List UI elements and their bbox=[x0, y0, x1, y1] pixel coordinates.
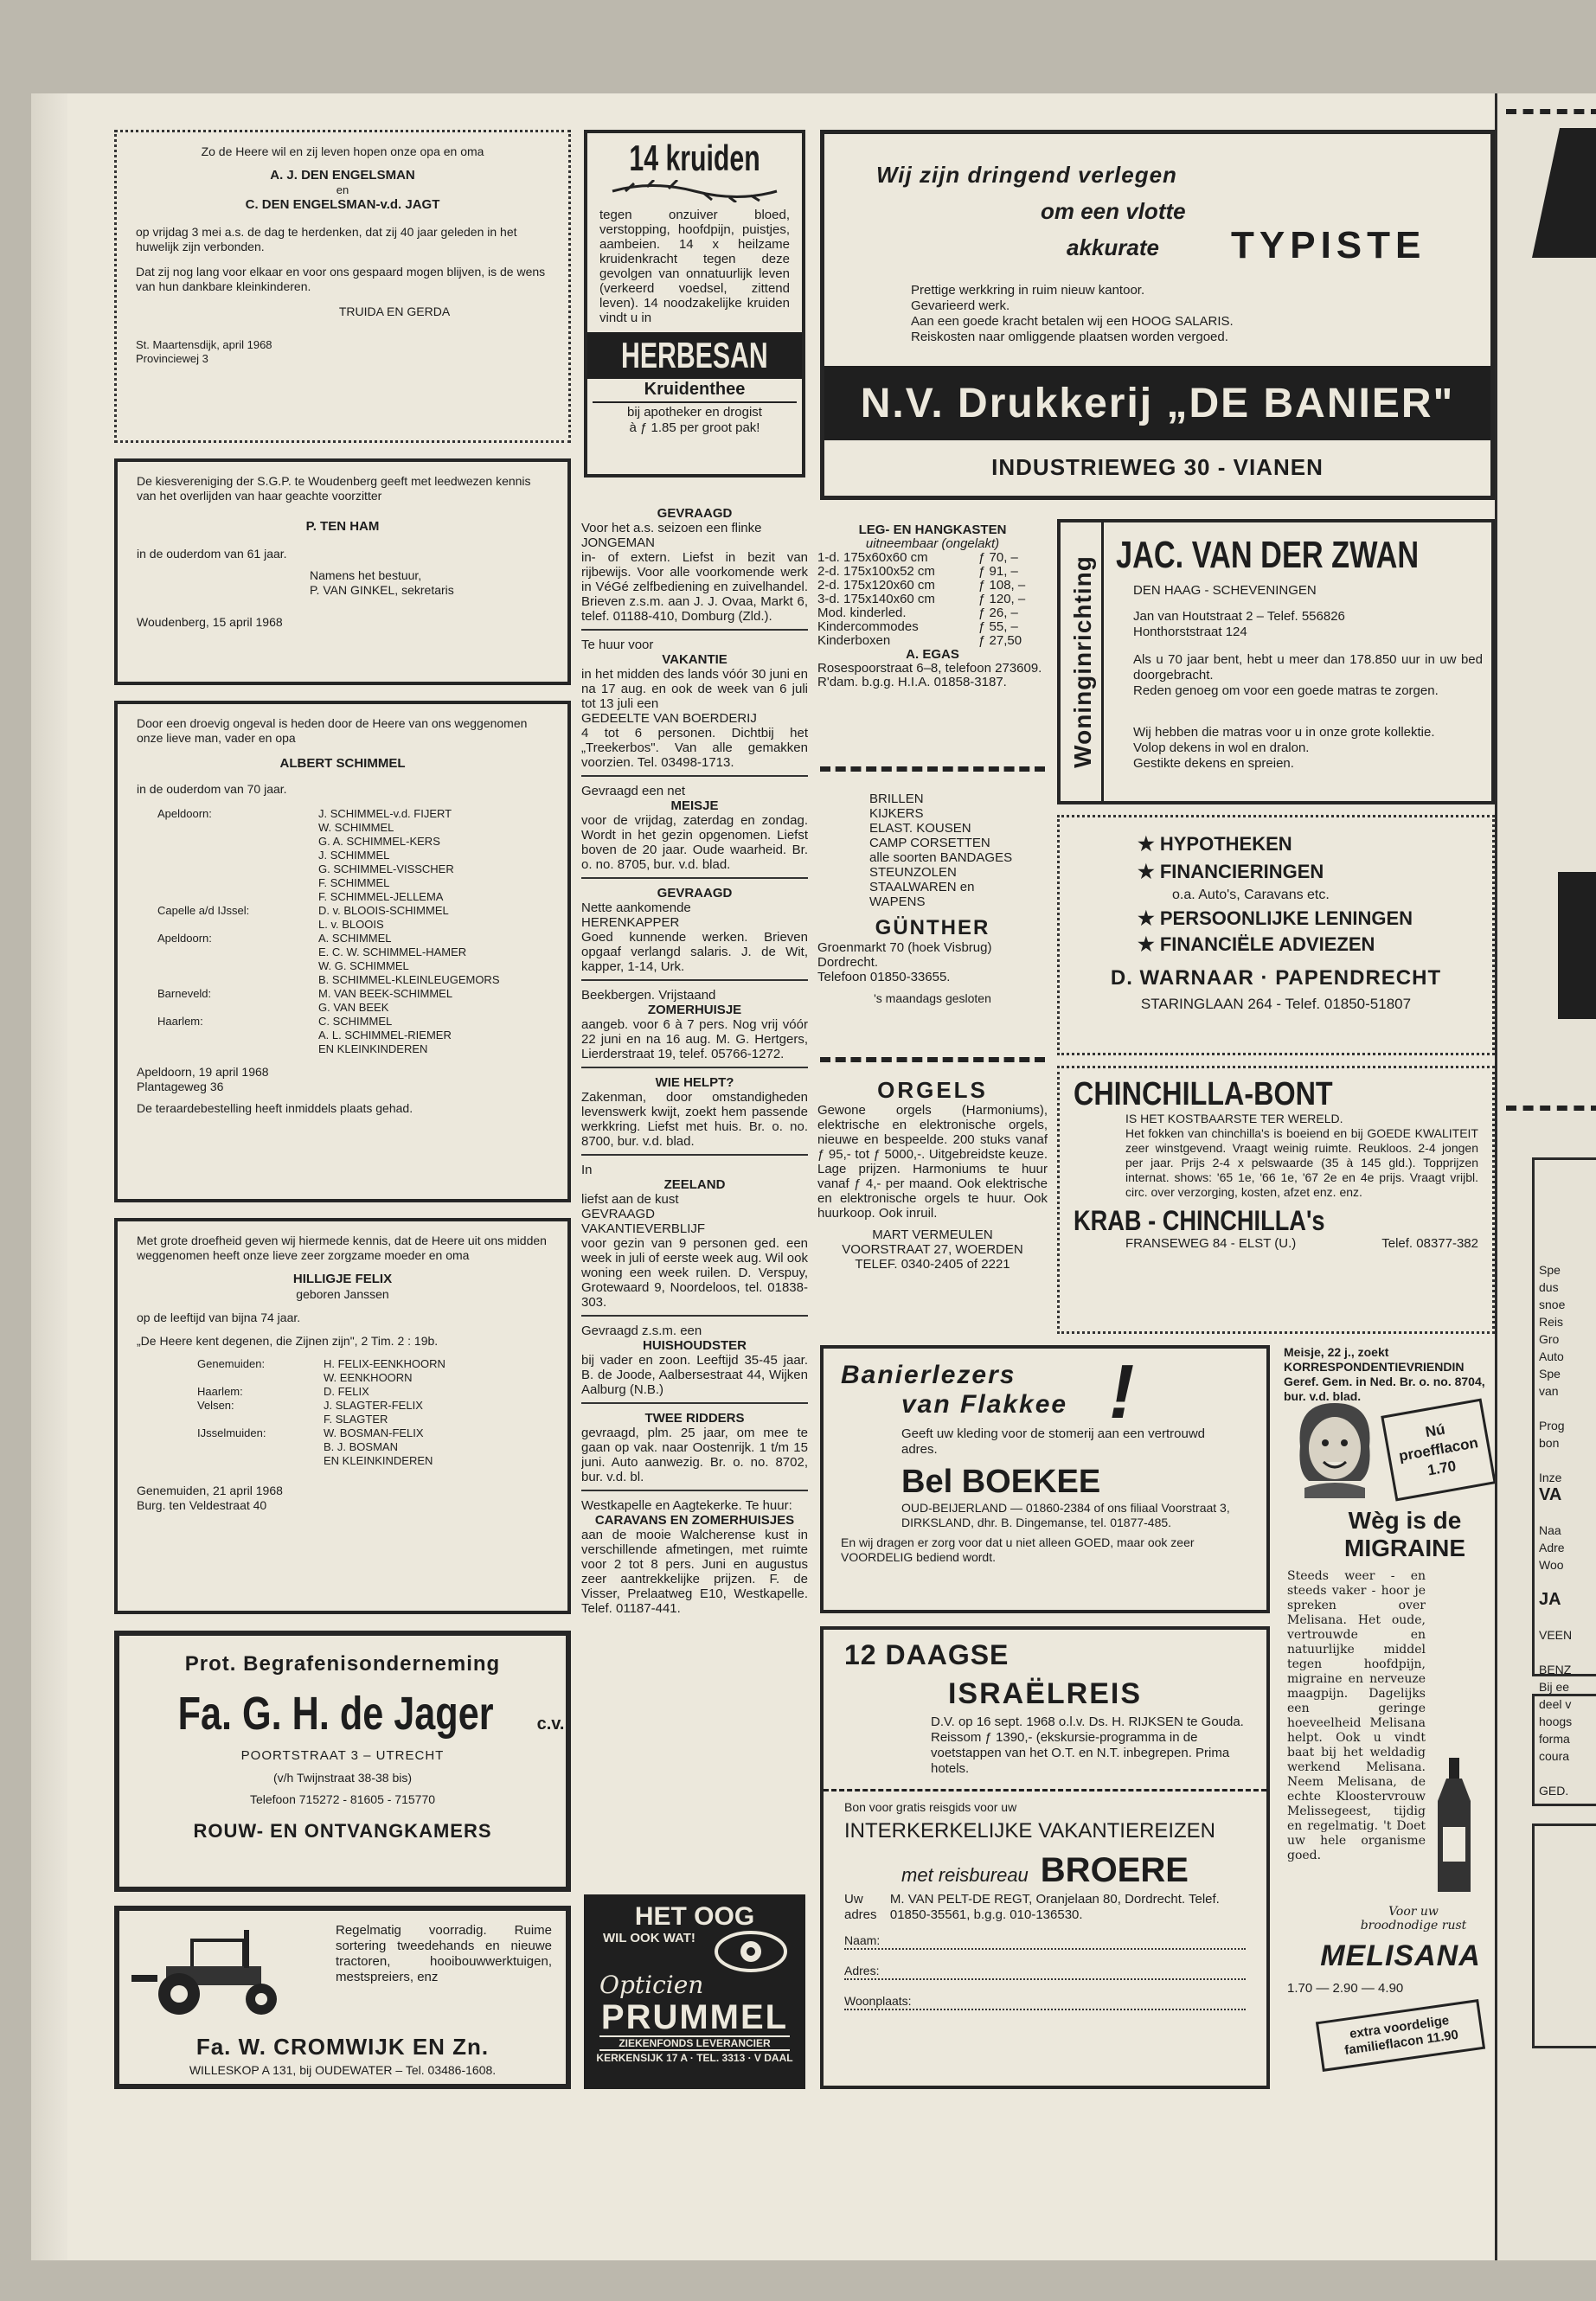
list-item: alle soorten BANDAGES bbox=[869, 850, 1013, 865]
notice-text: geboren Janssen bbox=[296, 1287, 389, 1301]
ad-details: Prettige werkkring in ruim nieuw kantoor. Gevarieerd werk. Aan een goede kracht betalen wij een HOOG SALARIS. Reiskosten naar omliggende plaatsen worden vergoed. bbox=[911, 283, 1234, 344]
coupon-address: Uw adres M. VAN PELT-DE REGT, Oranjelaan 80, Dordrecht. Telef. 01850-35561, b.g.g. 010-136530. bbox=[844, 1892, 1220, 1922]
address-field[interactable]: Adres: bbox=[844, 1964, 1246, 1980]
table-cell: ƒ 55, – bbox=[978, 619, 1018, 634]
melisana-ad bbox=[1284, 1394, 1495, 2086]
ad-text: D.V. op 16 sept. 1968 o.l.v. Ds. H. RIJKSEN te Gouda. Reissom ƒ 1390,- (ekskursie-programma in de voetstappen van het O.T. en N.T. inbegrepen. Prima hotels. bbox=[931, 1715, 1244, 1776]
ad-city: DEN HAAG - SCHEVENINGEN bbox=[1133, 583, 1317, 598]
ad-headline: van Flakkee bbox=[901, 1390, 1068, 1419]
city-field[interactable]: Woonplaats: bbox=[844, 1994, 1246, 2010]
notice-footer: St. Maartensdijk, april 1968 Provinciewej 3 bbox=[136, 338, 272, 365]
table-cell: ƒ 70, – bbox=[978, 550, 1018, 565]
ad-tagline: ROUW- EN ONTVANGKAMERS bbox=[193, 1820, 492, 1842]
egas-cupboards-ad bbox=[817, 523, 1048, 740]
coupon-brand: met reisbureau BROERE bbox=[901, 1851, 1189, 1889]
ad-address: Groenmarkt 70 (hoek Visbrug) Dordrecht. Telefoon 01850-33655. bbox=[817, 940, 992, 984]
ad-title: Wèg is de MIGRAINE bbox=[1344, 1507, 1465, 1561]
ad-title: 14 kruiden bbox=[629, 138, 760, 178]
ad-headline: om een vlotte bbox=[1041, 198, 1186, 224]
ad-text: Steeds weer - en steeds vaker - hoor je spreken over Melisana. Het oude, vertrouwde en natuurlijke middel tegen hoofdpijn, migraine en nerveuze maagpijn. Dagelijks een geringe hoeveelheid Melisana helpt. Ook u vindt baat bij het weldadig werkend Melisana. Neem Melisana, de echte Kloostervrouw Melissegeest, tijdig en regelmatig. 't Doet uw hele organisme goed. bbox=[1287, 1569, 1426, 1862]
table-cell: ƒ 120, – bbox=[978, 592, 1026, 606]
eye-icon bbox=[712, 1926, 790, 1977]
notice-text: in de ouderdom van 61 jaar. bbox=[137, 547, 287, 561]
ad-banner: N.V. Drukkerij „DE BANIER" bbox=[824, 366, 1490, 440]
classified-ad: In ZEELAND liefst aan de kust GEVRAAGD VAKANTIEVERBLIJF voor gezin van 9 personen ged. een week in juli of eerste week aug. Wil ook woning een week ruilen. D. Verspuy, Grotewaard 9, Noordeloos, tel. 01838-303. bbox=[581, 1156, 808, 1317]
table-cell: Mod. kinderled. bbox=[817, 606, 907, 620]
ad-address: WILLESKOP A 131, bij OUDEWATER – Tel. 03486-1608. bbox=[189, 2063, 497, 2077]
ad-title: TYPISTE bbox=[1231, 224, 1426, 266]
ad-note: ZIEKENFONDS LEVERANCIER bbox=[599, 2035, 790, 2051]
ad-title: LEG- EN HANGKASTEN bbox=[858, 523, 1007, 537]
chinchilla-ad bbox=[1057, 1066, 1495, 1334]
herb-illustration-icon bbox=[608, 180, 781, 202]
notice-line: Zo de Heere wil en zij leven hopen onze opa en oma bbox=[201, 144, 484, 158]
notice-note: De teraardebestelling heeft inmiddels plaats gehad. bbox=[137, 1101, 413, 1115]
service-item: ★ HYPOTHEKEN bbox=[1138, 833, 1292, 855]
ad-sub: IS HET KOSTBAARSTE TER WERELD. bbox=[1125, 1112, 1343, 1125]
classified-ad: GEVRAAGD Nette aankomende HERENKAPPER Goed kunnende werken. Brieven opgaaf verlangd salaris. J. de Wit, kapper, 1-14, Urk. bbox=[581, 879, 808, 981]
ad-title: GÜNTHER bbox=[875, 916, 990, 939]
edge-text: Spe dus snoe Reis Gro Auto Spe van Prog bon Inze VA Naa Adre Woo JA VEEN BENZ Bij ee deel v hoogs forma coura GED. bbox=[1539, 1263, 1573, 1798]
table-cell: ƒ 91, – bbox=[978, 564, 1018, 579]
ad-script: Opticien bbox=[599, 1971, 704, 1999]
ad-text: Wij hebben die matras voor u in onze grote kollektie. Volop dekens in wol en dralon. Gestikte dekens en spreien. bbox=[1133, 725, 1435, 771]
notice-name: C. DEN ENGELSMAN-v.d. JAGT bbox=[245, 197, 440, 212]
cut-line bbox=[824, 1789, 1266, 1791]
ad-name: KRAB - CHINCHILLA's bbox=[1074, 1205, 1325, 1236]
list-item: CAMP CORSETTEN bbox=[869, 836, 990, 850]
ad-text: Als u 70 jaar bent, hebt u meer dan 178.850 uur in uw bed doorgebracht. Reden genoeg om voor een goede matras te zorgen. bbox=[1133, 652, 1483, 698]
edge-box bbox=[1532, 1823, 1596, 2048]
woman-portrait-icon bbox=[1287, 1394, 1382, 1498]
coupon-org: INTERKERKELIJKE VAKANTIEREIZEN bbox=[844, 1819, 1215, 1843]
notice-footer: Genemuiden, 21 april 1968 Burg. ten Veldestraat 40 bbox=[137, 1484, 283, 1512]
classified-ad: Gevraagd een net MEISJE voor de vrijdag, zaterdag en zondag. Wordt in het gezin opgenomen. Liefst boven de 20 jaar. Oude waarheid. Br. o. no. 8705, bur. v.d. blad. bbox=[581, 777, 808, 879]
star-icon: ★ bbox=[1138, 833, 1160, 855]
exclamation-icon: ! bbox=[1109, 1349, 1135, 1434]
prummel-optician-ad bbox=[584, 1894, 805, 2089]
list-item: WAPENS bbox=[869, 894, 926, 909]
service-item: ★ FINANCIËLE ADVIEZEN bbox=[1138, 933, 1375, 955]
ad-name: A. EGAS bbox=[906, 647, 959, 662]
ad-title: CHINCHILLA-BONT bbox=[1074, 1076, 1333, 1112]
bible-quote: „De Heere kent degenen, die Zijnen zijn", 2 Tim. 2 : 19b. bbox=[137, 1334, 439, 1348]
ad-name: MART VERMEULEN bbox=[872, 1227, 993, 1242]
ad-headline: akkurate bbox=[1067, 234, 1159, 260]
ad-brand: MELISANA bbox=[1320, 1939, 1481, 1972]
anniversary-notice bbox=[114, 130, 571, 443]
price-stamp: extra voordelige familieflacon 11.90 bbox=[1316, 1999, 1485, 2072]
bottle-icon bbox=[1433, 1758, 1476, 1896]
table-cell: 2-d. 175x120x60 cm bbox=[817, 578, 935, 593]
classified-ad: WIE HELPT? Zakenman, door omstandigheden levenswerk kwijt, zoekt hem passende werkkring. Liefst met huis. Br. o. no. 8700, bur. v.d. blad. bbox=[581, 1068, 808, 1156]
price-badge: Nú proefflacon 1.70 bbox=[1381, 1399, 1495, 1502]
herbesan-ad bbox=[584, 130, 805, 478]
notice-text: op de leeftijd van bijna 74 jaar. bbox=[137, 1311, 301, 1324]
gunther-ad bbox=[817, 792, 1048, 1051]
vertical-banner: Woninginrichting bbox=[1064, 522, 1104, 801]
classified-ad: GEVRAAGD Voor het a.s. seizoen een flinke JONGEMAN in- of extern. Liefst in bezit van rijbewijs. Voor alle voorkomende werk in VéGé zelfbediening en zuivelhandel. Brieven z.s.m. aan J. J. Ovaa, Markt 6, telef. 01188-410, Domburg (Zld.). bbox=[581, 506, 808, 631]
ad-text: Gewone orgels (Harmoniums), elektrische en elektronische orgels, nieuwe en bespeelde. 200 stuks vanaf ƒ 95,- tot ƒ 5000,-. Uitgebreidste keuze. Lage prijzen. Harmoniums te huur vanaf ƒ 4,- per maand. Ook elektrische en elektronische orgels te huur. Ook huurkoop. Ook inruil. bbox=[817, 1103, 1048, 1221]
edge-black-block bbox=[1532, 128, 1596, 258]
family-names: H. FELIX-EENKHOORN W. EENKHOORN D. FELIX J. SLAGTER-FELIX F. SLAGTER W. BOSMAN-FELIX B. J. BOSMAN EN KLEINKINDEREN bbox=[324, 1357, 445, 1467]
table-cell: Kindercommodes bbox=[817, 619, 919, 634]
ad-address: STARINGLAAN 264 - Telef. 01850-51807 bbox=[1140, 996, 1412, 1012]
table-cell: Kinderboxen bbox=[817, 633, 891, 648]
ad-address: OUD-BEIJERLAND — 01860-2384 of ons filiaal Voorstraat 3, DIRKSLAND, dhr. B. Dingemanse, tel. 01877-485. bbox=[901, 1501, 1230, 1529]
ad-title: HET OOG bbox=[634, 1902, 755, 1931]
ad-name: D. WARNAAR · PAPENDRECHT bbox=[1110, 966, 1442, 990]
ad-text: Het fokken van chinchilla's is boeiend en bij GOEDE KWALITEIT zeer winstgevend. Vraagt weinig ruimte. Reukloos. 2-4 jongen per jaar. Prijs 2-4 x pelswaarde (35 à 145 gld.). Topprijzen internat. shows: '65 1e, '66 1e, '67 2e en 4e prijs. Vraagt vrijbl. circ. over verzorging, kosten, afzet enz. enz. bbox=[1125, 1126, 1478, 1199]
warnaar-finance-ad bbox=[1057, 815, 1495, 1055]
family-places: Genemuiden: Haarlem: Velsen: IJsselmuiden: bbox=[197, 1357, 266, 1439]
notice-name: HILLIGJE FELIX bbox=[292, 1272, 393, 1286]
notice-name: A. J. DEN ENGELSMAN bbox=[270, 168, 415, 183]
schimmel-death-notice bbox=[114, 701, 571, 1202]
ad-footer: En wij dragen er zorg voor dat u niet alleen GOED, maar ook zeer VOORDELIG bediend wordt. bbox=[841, 1535, 1195, 1564]
cromwijk-tractor-ad bbox=[114, 1906, 571, 2089]
notice-text: Dat zij nog lang voor elkaar en voor ons gespaard mogen blijven, is de wens van hun dankbare kleinkinderen. bbox=[136, 265, 546, 293]
name-field[interactable]: Naam: bbox=[844, 1933, 1246, 1950]
family-list bbox=[137, 807, 548, 1056]
list-item: STAALWAREN en bbox=[869, 880, 975, 894]
ad-title: Fa. G. H. de Jager c.v. bbox=[177, 1688, 565, 1740]
notice-line: en bbox=[336, 183, 349, 196]
ad-brand: PRUMMEL bbox=[600, 1998, 789, 2036]
ad-brand: Bel BOEKEE bbox=[901, 1464, 1101, 1500]
ad-headline: Banierlezers bbox=[841, 1361, 1016, 1389]
banier-typist-ad bbox=[820, 130, 1495, 500]
zwan-bedding-ad bbox=[1057, 519, 1495, 804]
list-item: ELAST. KOUSEN bbox=[869, 821, 971, 836]
notice-text: Met grote droefheid geven wij hiermede kennis, dat de Heere uit ons midden weggenomen heeft onze lieve zeer zorgzame moeder en oma bbox=[137, 1234, 547, 1262]
ad-title: ISRAËLREIS bbox=[947, 1677, 1143, 1710]
edge-black-block bbox=[1558, 872, 1596, 1019]
star-icon: ★ bbox=[1138, 861, 1160, 882]
small-ads-column bbox=[581, 506, 808, 2007]
notice-text: in de ouderdom van 70 jaar. bbox=[137, 782, 287, 796]
classified-ad: Beekbergen. Vrijstaand ZOMERHUISJE aangeb. voor 6 à 7 pers. Nog vrij vóór 22 juni en na 16 aug. M. G. Hertgers, Lierderstraat 19, telef. 05766-1272. bbox=[581, 981, 808, 1068]
jager-funeral-ad bbox=[114, 1631, 571, 1892]
notice-signature: Namens het bestuur, P. VAN GINKEL, sekretaris bbox=[310, 568, 454, 597]
ad-sub: uitneembaar (ongelakt) bbox=[865, 536, 1000, 551]
orgels-ad bbox=[817, 1077, 1048, 1362]
table-cell: ƒ 26, – bbox=[978, 606, 1018, 620]
edge-divider bbox=[1506, 1106, 1596, 1111]
classified-ad: TWEE RIDDERS gevraagd, plm. 25 jaar, om mee te gaan op vak. naar Oostenrijk. 1 t/m 15 juni. Auto aanwezig. Br. o. no. 8702, bur. v.d. bl. bbox=[581, 1404, 808, 1491]
ad-headline: Wij zijn dringend verlegen bbox=[876, 162, 1177, 188]
notice-name: P. TEN HAM bbox=[305, 519, 380, 534]
ad-address: POORTSTRAAT 3 – UTRECHT bbox=[240, 1748, 445, 1763]
page-binding bbox=[31, 93, 67, 2260]
ad-price: bij apotheker en drogist à ƒ 1.85 per groot pak! bbox=[593, 401, 797, 436]
coupon-text: Bon voor gratis reisgids voor uw bbox=[844, 1800, 1017, 1814]
family-list bbox=[137, 1357, 548, 1468]
ad-address: Jan van Houtstraat 2 – Telef. 556826 Honthorststraat 124 bbox=[1133, 609, 1345, 639]
ad-sub: Kruidenthee bbox=[644, 380, 746, 399]
ad-text: tegen onzuiver bloed, verstopping, hoofdpijn, puistjes, aambeien. 14 x heilzame kruidenkracht tegen deze gevolgen van onnatuurlijk leven (verkeerd voedsel, zittend leven). 14 noodzakelijke kruiden vindt u in bbox=[599, 208, 790, 325]
ad-brand: HERBESAN bbox=[587, 332, 802, 379]
ad-address: KERKENSIJK 17 A · TEL. 3313 · V DAAL bbox=[596, 2052, 793, 2064]
price-table bbox=[817, 551, 1048, 648]
classified-ad: Te huur voor VAKANTIE in het midden des lands vóór 30 juni en na 17 aug. en ook de week van 6 juli tot 13 juli een GEDEELTE VAN BOERDERIJ 4 tot 6 personen. Dichtbij het „Treekerbos". Van alle gemakken voorzien. Tel. 03498-1713. bbox=[581, 631, 808, 777]
list-item: KIJKERS bbox=[869, 806, 924, 821]
notice-name: ALBERT SCHIMMEL bbox=[279, 756, 406, 771]
family-names: J. SCHIMMEL-v.d. FIJERT W. SCHIMMEL G. A. SCHIMMEL-KERS J. SCHIMMEL G. SCHIMMEL-VISSCHER F. SCHIMMEL F. SCHIMMEL-JELLEMA D. v. BLOOIS-SCHIMMEL L. v. BLOOIS A. SCHIMMEL E. C. W. SCHIMMEL-HAMER W. G. SCHIMMEL B. SCHIMMEL-KLEINLEUGEMORS M. VAN BEEK-SCHIMMEL G. VAN BEEK C. SCHIMMEL A. L. SCHIMMEL-RIEMER EN KLEINKINDEREN bbox=[318, 807, 500, 1055]
next-page-edge bbox=[1495, 93, 1596, 2260]
felix-death-notice bbox=[114, 1218, 571, 1614]
notice-text: De kiesvereniging der S.G.P. te Woudenberg geeft met leedwezen kennis van het overlijden van haar geachte voorzitter bbox=[137, 474, 531, 503]
table-cell: ƒ 27,50 bbox=[978, 633, 1022, 648]
ad-title: ORGELS bbox=[877, 1077, 988, 1103]
divider bbox=[820, 1057, 1045, 1062]
sgp-death-notice bbox=[114, 458, 571, 685]
classified-ad: Westkapelle en Aagtekerke. Te huur: CARAVANS EN ZOMERHUISJES aan de mooie Walcherense kust in verschillende afmetingen, met ruimte voor 2 tot 8 pers. Juni en augustus zeer aantrekkelijke prijzen. F. de Visser, Prelaatweg E10, Westkapelle. Telef. 01187-441. bbox=[581, 1498, 808, 1616]
service-item: o.a. Auto's, Caravans etc. bbox=[1172, 888, 1330, 902]
table-cell: 2-d. 175x100x52 cm bbox=[817, 564, 935, 579]
ad-phone: Telefoon 715272 - 81605 - 715770 bbox=[249, 1792, 436, 1806]
table-cell: 3-d. 175x140x60 cm bbox=[817, 592, 935, 606]
korrespondentie-ad: Meisje, 22 j., zoekt KORRESPONDENTIEVRIENDIN Geref. Gem. in Ned. Br. o. no. 8704, bur. v.d. blad. bbox=[1284, 1345, 1485, 1403]
notice-signature: TRUIDA EN GERDA bbox=[338, 304, 451, 318]
ad-address: FRANSEWEG 84 - ELST (U.) Telef. 08377-382 bbox=[1125, 1236, 1478, 1251]
list-item: STEUNZOLEN bbox=[869, 865, 957, 880]
service-item: ★ PERSOONLIJKE LENINGEN bbox=[1138, 907, 1413, 929]
service-item: ★ FINANCIERINGEN bbox=[1138, 861, 1324, 882]
table-cell: ƒ 108, – bbox=[978, 578, 1026, 593]
ad-address: VOORSTRAAT 27, WOERDEN TELEF. 0340-2405 of 2221 bbox=[842, 1242, 1023, 1272]
ad-address: INDUSTRIEWEG 30 - VIANEN bbox=[991, 454, 1324, 480]
ad-title: JAC. VAN DER ZWAN bbox=[1116, 534, 1420, 576]
ad-tagline: Voor uw broodnodige rust bbox=[1360, 1905, 1467, 1932]
ad-address: Rosespoorstraat 6–8, telefoon 273609. R'dam. b.g.g. H.I.A. 01858-3187. bbox=[817, 661, 1042, 689]
notice-footer: Woudenberg, 15 april 1968 bbox=[137, 615, 283, 629]
table-cell: 1-d. 175x60x60 cm bbox=[817, 550, 928, 565]
boekee-dry-cleaning-ad bbox=[820, 1345, 1270, 1613]
star-icon: ★ bbox=[1138, 907, 1160, 929]
edge-divider bbox=[1506, 109, 1596, 114]
ad-text: Regelmatig voorradig. Ruime sortering tweedehands en nieuwe tractoren, hooibouwwerktuigen, mestspreiers, enz bbox=[336, 1923, 552, 1984]
classified-ad: Gevraagd z.s.m. een HUISHOUDSTER bij vader en zoon. Leeftijd 35-45 jaar. B. de Joode, Aalbersestraat 44, Wijken Aalburg (N.B.) bbox=[581, 1317, 808, 1404]
family-places: Apeldoorn: Capelle a/d IJssel: Apeldoorn: Barneveld: Haarlem: bbox=[157, 807, 250, 1028]
notice-text: op vrijdag 3 mei a.s. de dag te herdenken, dat zij 40 jaar geleden in het huwelijk zijn verbonden. bbox=[136, 225, 517, 253]
ad-subtitle: WIL OOK WAT! bbox=[603, 1931, 695, 1945]
ad-headline: 12 DAAGSE bbox=[844, 1639, 1010, 1670]
broere-travel-ad bbox=[820, 1626, 1270, 2089]
item-list bbox=[817, 792, 1048, 909]
star-icon: ★ bbox=[1138, 933, 1160, 955]
ad-address: (v/h Twijnstraat 38-38 bis) bbox=[272, 1771, 413, 1785]
ad-title: Fa. W. CROMWIJK EN Zn. bbox=[195, 2034, 490, 2060]
notice-text: Door een droevig ongeval is heden door de Heere van ons weggenomen onze lieve man, vader en opa bbox=[137, 716, 528, 745]
tractor-icon bbox=[131, 1923, 304, 2018]
divider bbox=[820, 766, 1045, 772]
ad-org: Prot. Begrafenisonderneming bbox=[184, 1652, 501, 1676]
notice-footer: Apeldoorn, 19 april 1968 Plantageweg 36 bbox=[137, 1065, 269, 1093]
ad-text: Geeft uw kleding voor de stomerij aan een vertrouwd adres. bbox=[901, 1426, 1206, 1457]
ad-prices: 1.70 — 2.90 — 4.90 bbox=[1287, 1981, 1404, 1996]
ad-note: 's maandags gesloten bbox=[874, 991, 991, 1005]
list-item: BRILLEN bbox=[869, 792, 924, 806]
